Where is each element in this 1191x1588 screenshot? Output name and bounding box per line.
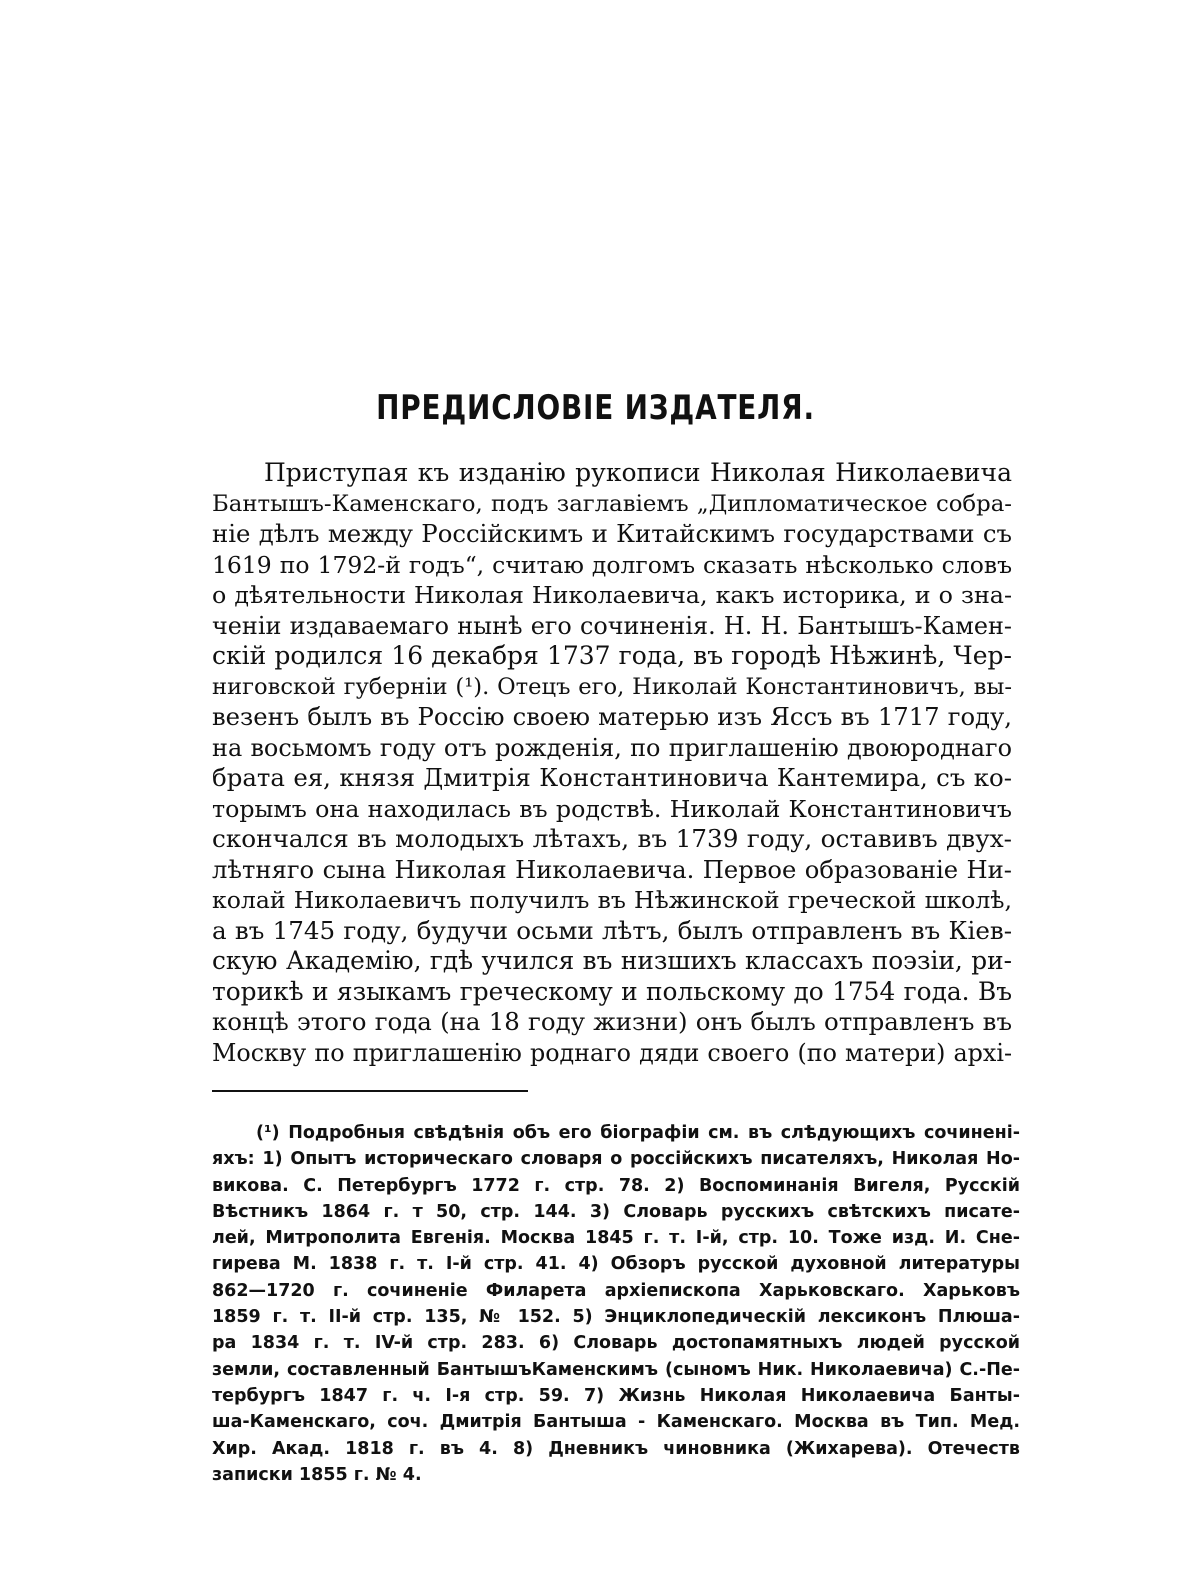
footnote-line: тербургъ 1847 г. ч. I-я стр. 59. 7) Жизнь Николая Николаевича Банты- — [212, 1385, 1020, 1406]
footnote-line: 1859 г. т. II-й стр. 135, № 152. 5) Энциклопедическій лексиконъ Плюша- — [212, 1307, 1020, 1328]
footnote-separator — [212, 1090, 528, 1092]
body-line: везенъ былъ въ Россію своею матерью изъ Яссъ въ 1717 году, — [212, 702, 1012, 731]
footnote-line: ра 1834 г. т. IV-й стр. 283. 6) Словарь достопамятныхъ людей русской — [212, 1333, 1020, 1354]
body-line: 1619 по 1792-й годъ“, считаю долгомъ сказать нѣсколько словъ — [212, 550, 1012, 579]
footnote-line: викова. С. Петербургъ 1772 г. стр. 78. 2) Воспоминанія Вигеля, Русскій — [212, 1175, 1020, 1196]
preface-body — [212, 458, 1012, 1068]
body-line: колай Николаевичъ получилъ въ Нѣжинской греческой школѣ, — [212, 886, 1012, 914]
footnote-line: (¹) Подробныя свѣдѣнія объ его біографіи см. въ слѣдующихъ сочинені- — [256, 1123, 1020, 1143]
body-line: о дѣятельности Николая Николаевича, какъ историка, и о зна- — [212, 581, 1012, 609]
footnote-line: 862—1720 г. сочиненіе Филарета архіепископа Харьковскаго. Харьковъ — [212, 1280, 1020, 1301]
body-line: ченіи издаваемаго нынѣ его сочиненія. Н. Н. Бантышъ-Камен- — [212, 611, 1012, 640]
body-line: Бантышъ-Каменскаго, подъ заглавіемъ „Дипломатическое собра- — [212, 490, 1012, 517]
footnotes — [212, 1120, 1020, 1488]
footnote-line: яхъ: 1) Опытъ историческаго словаря о россійскихъ писателяхъ, Николая Но- — [212, 1149, 1020, 1170]
footnote-line: гирева М. 1838 г. т. I-й стр. 41. 4) Обзоръ русской духовной литературы — [212, 1254, 1020, 1275]
body-line: торикѣ и языкамъ греческому и польскому до 1754 года. Въ — [212, 976, 1012, 1006]
body-line: лѣтняго сына Николая Николаевича. Первое образованіе Ни- — [212, 854, 1012, 884]
body-line: скончался въ молодыхъ лѣтахъ, въ 1739 году, оставивъ двух- — [212, 824, 1012, 853]
body-line: торымъ она находилась въ родствѣ. Николай Константиновичъ — [212, 794, 1012, 823]
footnote-line: ша-Каменскаго, соч. Дмитрія Бантыша - Каменскаго. Москва въ Тип. Мед. — [212, 1412, 1020, 1433]
body-line: Приступая къ изданію рукописи Николая Николаевича — [264, 458, 1012, 487]
footnote-line: Хир. Акад. 1818 г. въ 4. 8) Дневникъ чиновника (Жихарева). Отечеств — [212, 1438, 1020, 1459]
body-line: ніе дѣлъ между Россійскимъ и Китайскимъ государствами съ — [212, 519, 1012, 548]
body-line: а въ 1745 году, будучи осьми лѣтъ, былъ отправленъ въ Кіев- — [212, 915, 1012, 945]
body-line: скую Академію, гдѣ учился въ низшихъ классахъ поэзіи, ри- — [212, 946, 1012, 975]
body-line: концѣ этого года (на 18 году жизни) онъ былъ отправленъ въ — [212, 1007, 1012, 1036]
body-line: ниговской губерніи (¹). Отецъ его, Николай Константиновичъ, вы- — [212, 673, 1012, 700]
footnote-line: записки 1855 г. № 4. — [212, 1464, 422, 1485]
footnote-line: земли, составленный БантышъКаменскимъ (сыномъ Ник. Николаевича) С.-Пе- — [212, 1359, 1020, 1380]
page-title: ПРЕДИСЛОВІЕ ИЗДАТЕЛЯ. — [376, 388, 815, 428]
body-line: Москву по приглашенію роднаго дяди своего (по матери) архі- — [212, 1038, 1012, 1067]
footnote-line: Вѣстникъ 1864 г. т 50, стр. 144. 3) Словарь русскихъ свѣтскихъ писате- — [212, 1201, 1020, 1222]
body-line: брата ея, князя Дмитрія Константиновича Кантемира, съ ко- — [212, 763, 1012, 792]
body-line: на восьмомъ году отъ рожденія, по приглашенію двоюроднаго — [212, 733, 1012, 762]
body-line: скій родился 16 декабря 1737 года, въ городѣ Нѣжинѣ, Чер- — [212, 641, 1012, 670]
footnote-line: лей, Митрополита Евгенія. Москва 1845 г. т. I-й, стр. 10. Тоже изд. И. Сне- — [212, 1228, 1020, 1249]
